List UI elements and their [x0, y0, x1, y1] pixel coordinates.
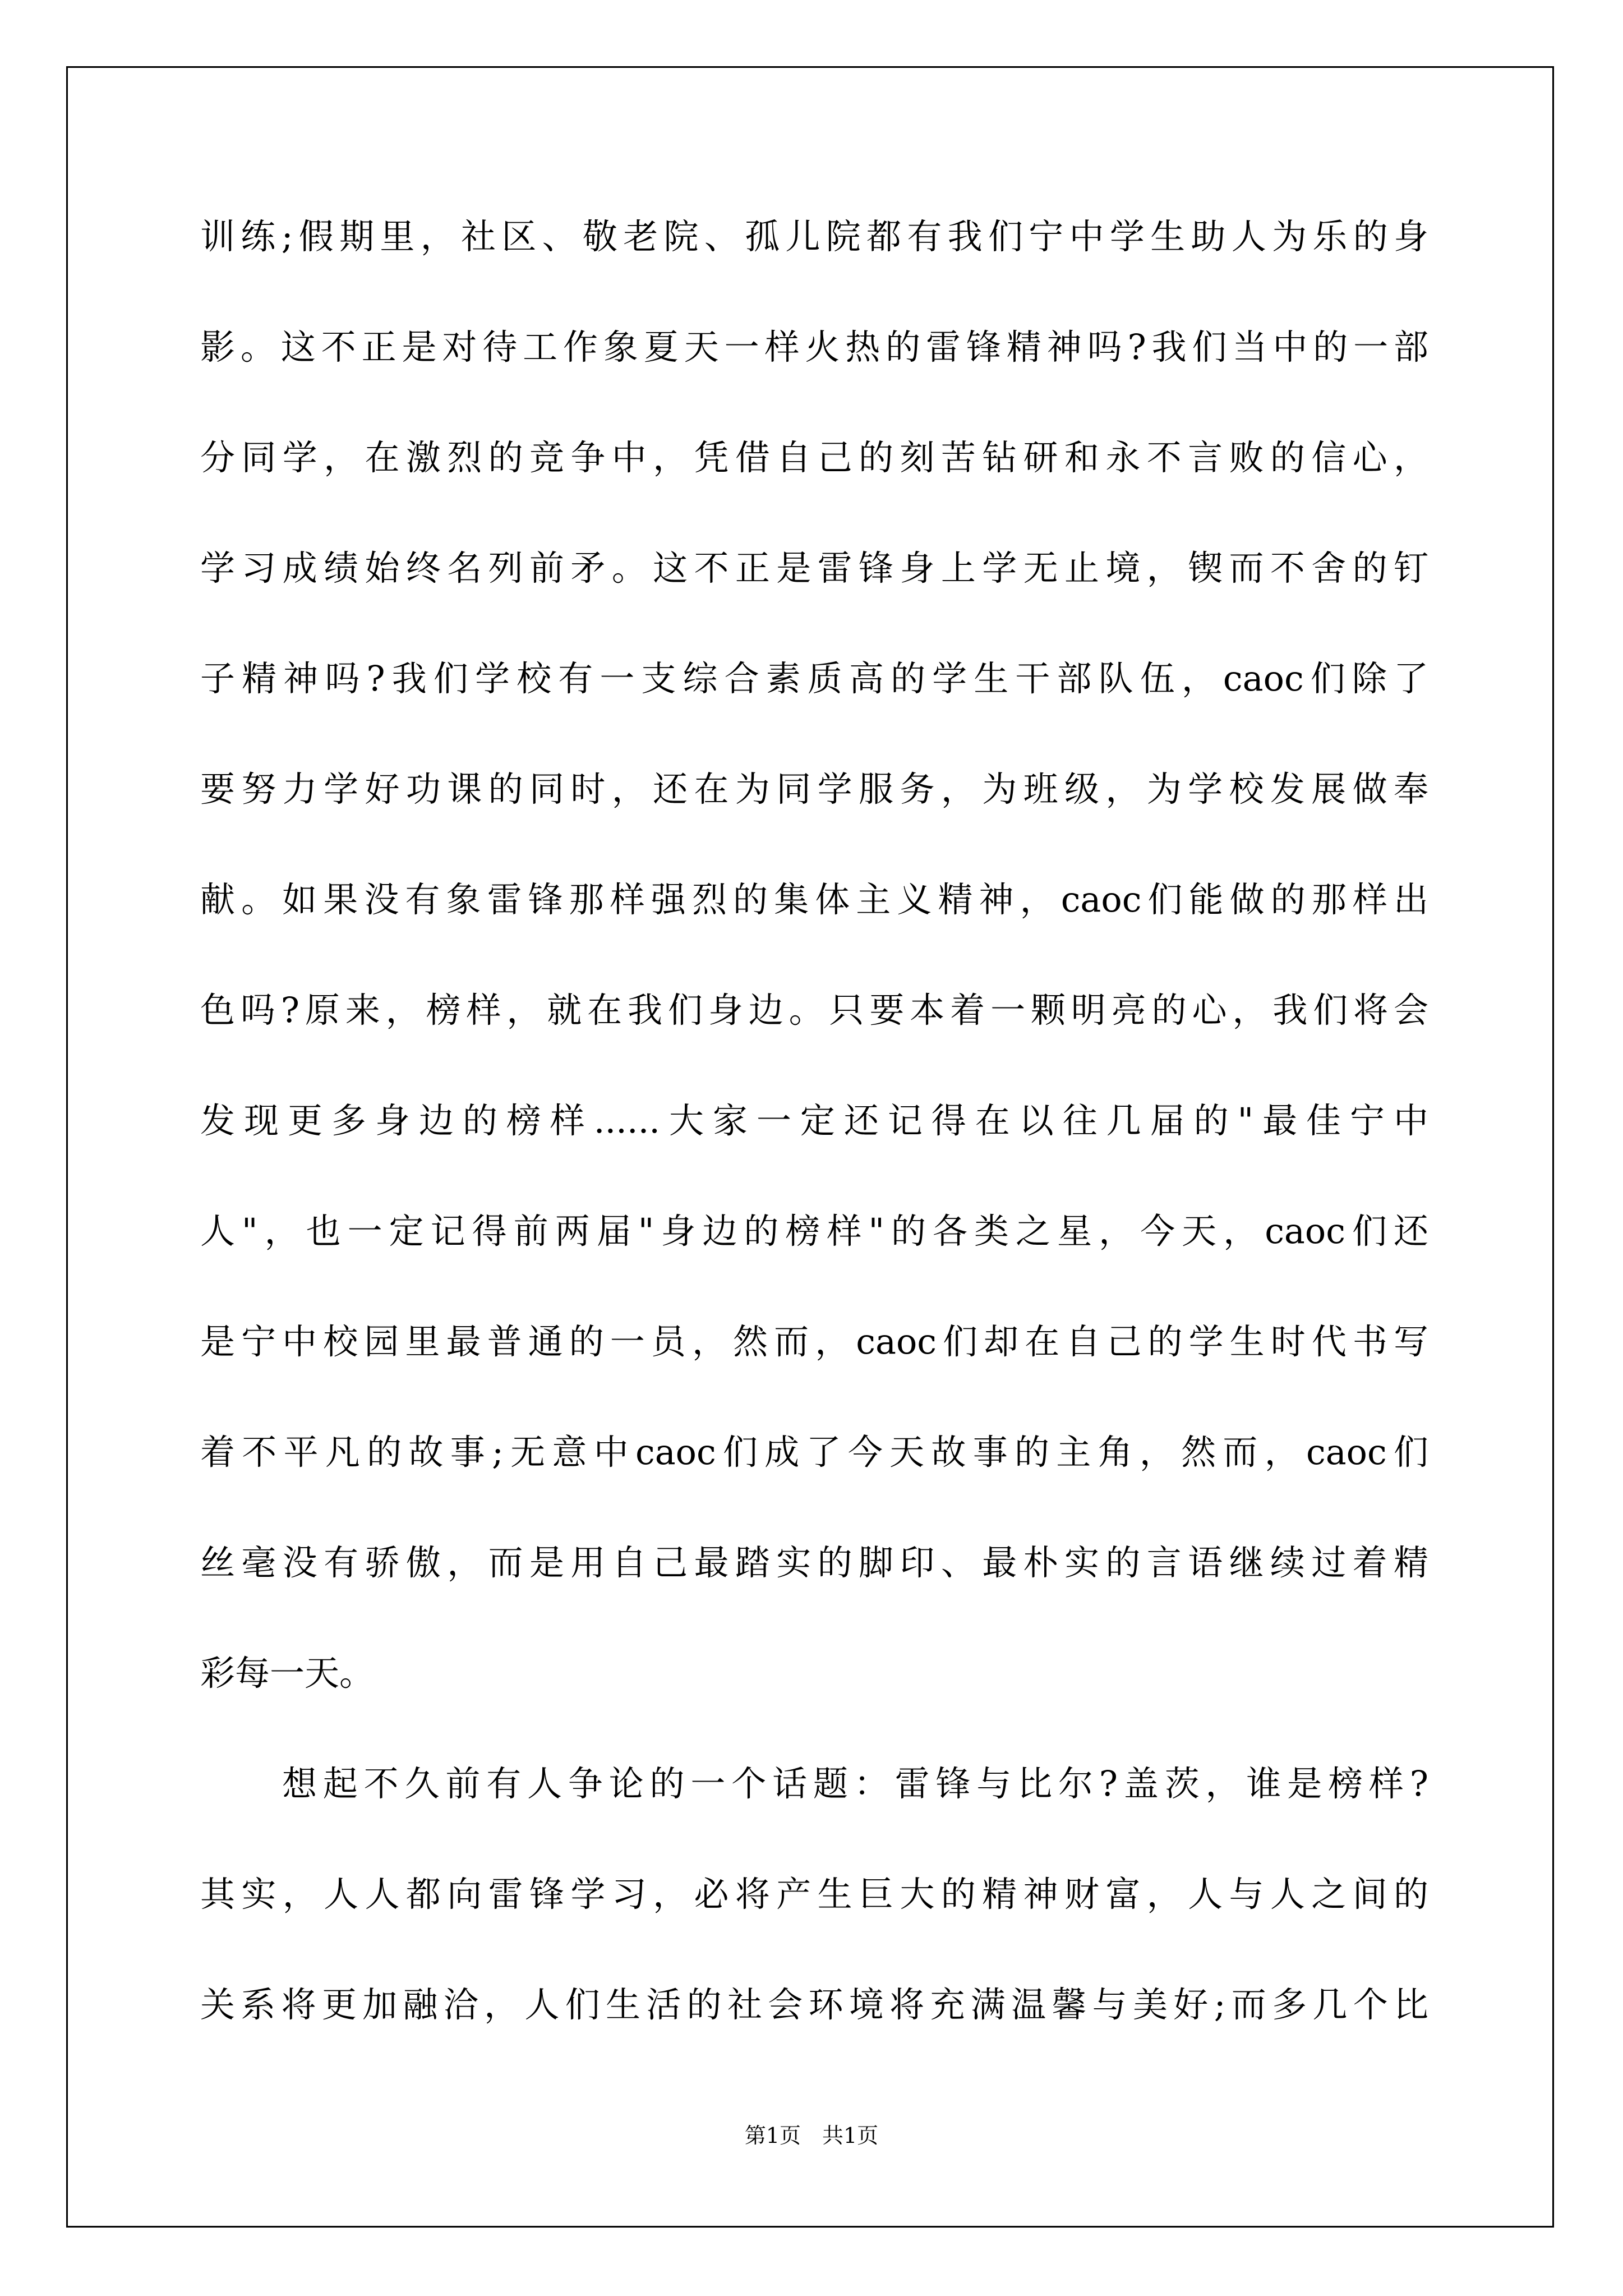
text-line: 发现更多身边的榜样......大家一定还记得在以往几届的"最佳宁中: [200, 1100, 1428, 1141]
text-line: 训练;假期里，社区、敬老院、孤儿院都有我们宁中学生助人为乐的身: [200, 216, 1428, 257]
document-body: [200, 211, 1428, 2090]
text-line: 关系将更加融洽，人们生活的社会环境将充满温馨与美好;而多几个比: [200, 1984, 1428, 2025]
text-line: 着不平凡的故事;无意中caoc们成了今天故事的主角，然而，caoc们: [200, 1432, 1428, 1473]
text-line: 彩每一天。: [200, 1653, 375, 1694]
text-line: 人"，也一定记得前两届"身边的榜样"的各类之星，今天，caoc们还: [200, 1211, 1428, 1251]
text-line: 子精神吗?我们学校有一支综合素质高的学生干部队伍，caoc们除了: [200, 658, 1428, 699]
text-line: 影。这不正是对待工作象夏天一样火热的雷锋精神吗?我们当中的一部: [200, 326, 1428, 367]
text-line: 要努力学好功课的同时，还在为同学服务，为班级，为学校发展做奉: [200, 769, 1428, 809]
text-line: 分同学，在激烈的竞争中，凭借自己的刻苦钻研和永不言败的信心，: [200, 437, 1428, 478]
text-line: 丝毫没有骄傲，而是用自己最踏实的脚印、最朴实的言语继续过着精: [200, 1542, 1428, 1583]
text-line: 是宁中校园里最普通的一员，然而，caoc们却在自己的学生时代书写: [200, 1321, 1428, 1362]
text-line: 其实，人人都向雷锋学习，必将产生巨大的精神财富，人与人之间的: [200, 1874, 1428, 1915]
paragraph-first-line: 想起不久前有人争论的一个话题：雷锋与比尔?盖茨，谁是榜样?: [282, 1763, 1428, 1804]
page-number: 第1页 共1页: [744, 2123, 879, 2148]
text-line: 学习成绩始终名列前矛。这不正是雷锋身上学无止境，锲而不舍的钉: [200, 547, 1428, 588]
text-line: 色吗?原来，榜样，就在我们身边。只要本着一颗明亮的心，我们将会: [200, 990, 1428, 1030]
text-line: 献。如果没有象雷锋那样强烈的集体主义精神，caoc们能做的那样出: [200, 879, 1428, 920]
